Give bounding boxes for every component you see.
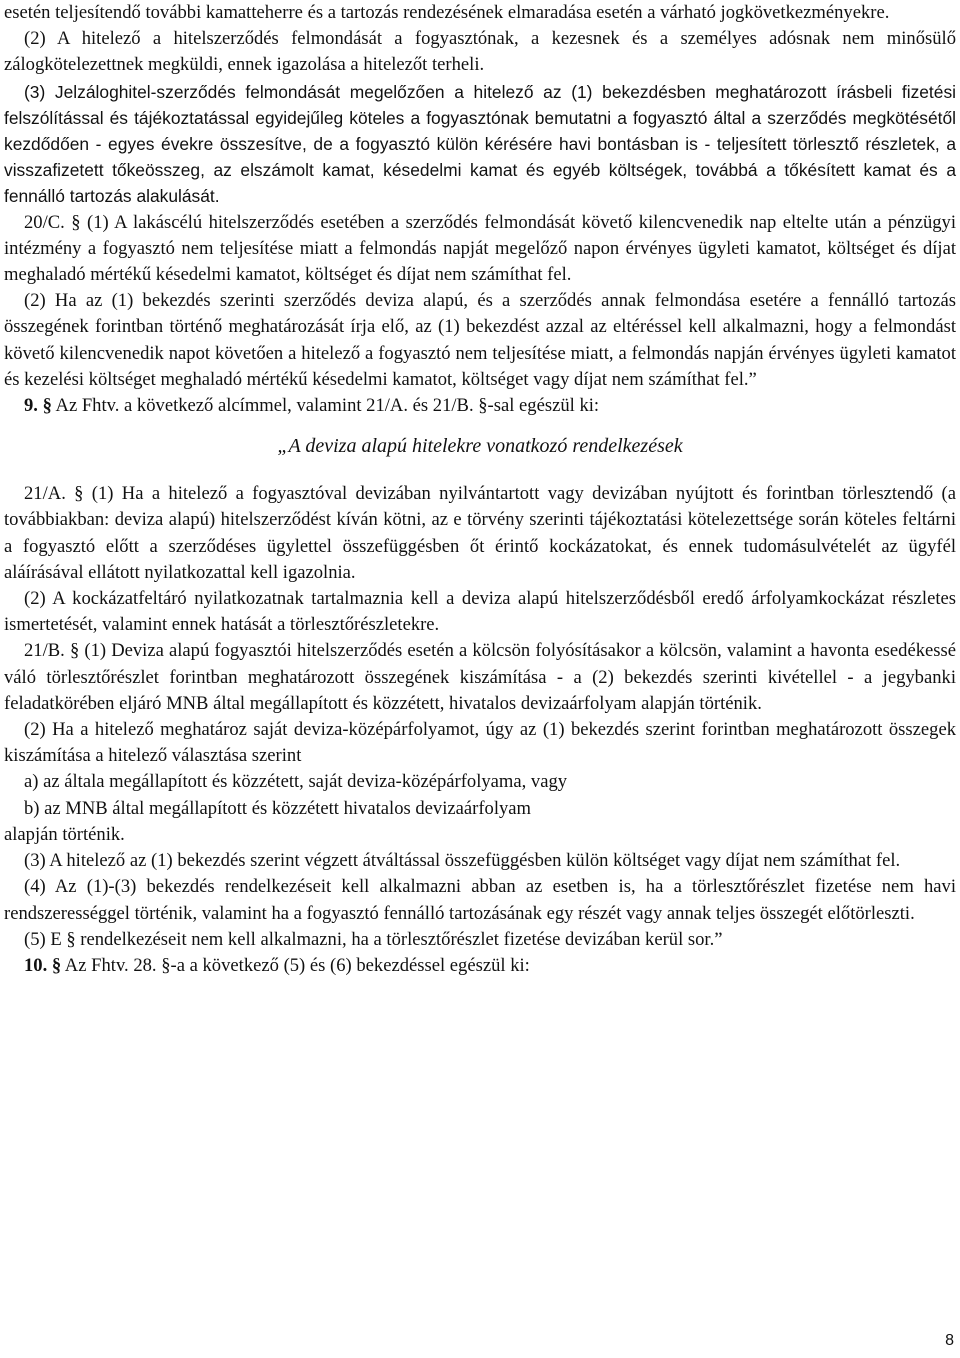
list-item: b) az MNB által megállapított és közzétett hivatalos devizaárfolyam	[24, 797, 532, 819]
paragraph: (3) Jelzáloghitel-szerződés felmondását megelőzően a hitelező az (1) bekezdésben meghatározott írásbeli fizetési felszólítással és tájékoztatással egyidejűleg köteles a fogyasztónak bemutatni a fogyasztó által a szerződés megkötésétől kezdődően - egyes évekre összesítve, de a fogyasztó külön kérésére havi bontásban is - teljesített törlesztő részletek, a visszafizetett tőkeösszeg, az elszámolt kamat, késedelmi kamat és egyéb költségek, továbbá a tőkésített kamat és a fennálló tartozás alakulását.	[4, 81, 956, 207]
paragraph: esetén teljesítendő további kamatteherre és a tartozás rendezésének elmaradása esetén a várható jogkövetkezményekre.	[4, 2, 890, 23]
section-text: Az Fhtv. a következő alcímmel, valamint 21/A. és 21/B. §-sal egészül ki:	[51, 395, 600, 417]
paragraph: 21/A. § (1) Ha a hitelező a fogyasztóval devizában nyilvántartott vagy devizában nyújtott és forintban törlesztendő (a továbbiakban: deviza alapú) hitelszerződést kíván kötni, az e törvény szerinti tájékoztatási kötelezettsége során köteles feltárni a fogyasztó előtt a szerződéses ügylettel összefüggésben őt érintő kockázatokat, és ennek tudomásulvételét az ügyfél aláírásával ellátott nyilatkozattal kell igazolnia.	[4, 483, 956, 583]
section-intro	[4, 953, 956, 979]
paragraph: (2) A kockázatfeltáró nyilatkozatnak tartalmaznia kell a deviza alapú hitelszerződésből eredő árfolyamkockázat részletes ismertetését, valamint ennek hatását a törlesztőrészletekre.	[4, 588, 956, 636]
paragraph: (5) E § rendelkezéseit nem kell alkalmazni, ha a törlesztőrészlet fizetése devizában kerül sor.”	[24, 928, 723, 950]
paragraph: (2) Ha az (1) bekezdés szerinti szerződés deviza alapú, és a szerződés annak felmondása esetére a fennálló tartozás összegének forintban történő meghatározását írja elő, az (1) bekezdést azzal az eltéréssel kell alkalmazni, hogy a felmondást követő kilencvenedik napot követően a hitelező a fogyasztó nem teljesítése miatt, a felmondás napján érvényes ügyleti kamatot és kezelési költséget meghaladó mértékű késedelmi kamatot, költséget vagy díjat nem számíthat fel.”	[4, 290, 956, 390]
paragraph: alapján történik.	[4, 823, 125, 845]
paragraph: (2) Ha a hitelező meghatároz saját deviza-középárfolyamot, úgy az (1) bekezdés szerint forintban meghatározott összegek kiszámítása a hitelező választása szerint	[4, 719, 956, 767]
paragraph: (2) A hitelező a hitelszerződés felmondását a fogyasztónak, a kezesnek és a személyes adósnak nem minősülő zálogkötelezettnek megküldi, ennek igazolása a hitelezőt terheli.	[4, 28, 956, 76]
section-intro	[4, 393, 956, 419]
subtitle-heading: „A deviza alapú hitelekre vonatkozó rendelkezések	[277, 435, 683, 458]
list-item: a) az általa megállapított és közzétett, saját deviza-középárfolyama, vagy	[24, 771, 568, 793]
section-number: 9. §	[24, 395, 52, 417]
page-number: 8	[945, 1332, 954, 1349]
paragraph: 21/B. § (1) Deviza alapú fogyasztói hitelszerződés esetén a kölcsön folyósításakor a kölcsön, valamint a havonta esedékessé váló törlesztőrészlet forintban meghatározott összegének kiszámítása - a (2) bekezdés szerinti kivétellel - a jegybanki feladatkörében eljáró MNB által megállapított és közzétett, hivatalos devizaárfolyam alapján történik.	[4, 640, 956, 714]
section-number: 10. §	[24, 954, 62, 976]
paragraph: (3) A hitelező az (1) bekezdés szerint végzett átváltással összefüggésben külön költséget vagy díjat nem számíthat fel.	[24, 850, 901, 872]
section-text: Az Fhtv. 28. §-a a következő (5) és (6) bekezdéssel egészül ki:	[61, 954, 530, 976]
paragraph: (4) Az (1)-(3) bekezdés rendelkezéseit kell alkalmazni abban az esetben is, ha a törlesztőrészlet fizetése nem havi rendszerességgel történik, valamint ha a fogyasztó fennálló tartozásának egy részét vagy annak teljes összegét előtörleszti.	[4, 876, 956, 924]
paragraph: 20/C. § (1) A lakáscélú hitelszerződés esetében a szerződés felmondását követő kilencvenedik nap eltelte után a pénzügyi intézmény a fogyasztó nem teljesítése miatt a felmondás napját megelőző napon érvényes ügyleti kamatot, költséget és díjat meghaladó mértékű késedelmi kamatot, költséget és díjat nem számíthat fel.	[4, 211, 956, 286]
